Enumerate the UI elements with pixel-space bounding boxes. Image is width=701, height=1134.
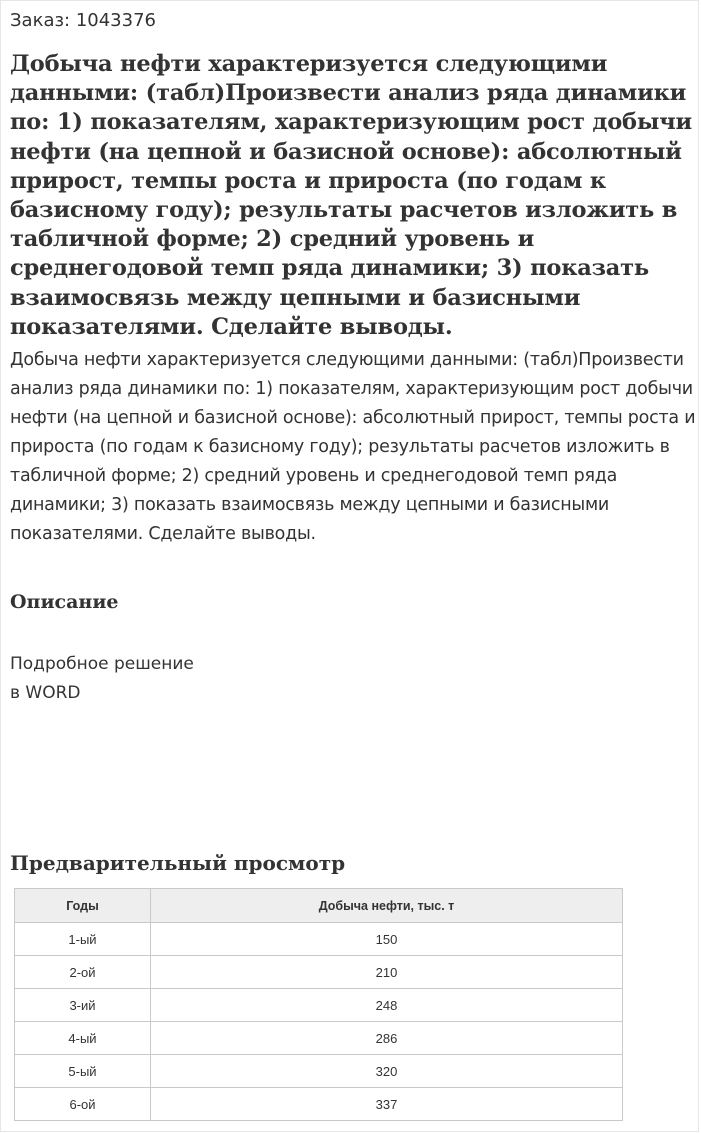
description-line: Подробное решение — [10, 654, 194, 674]
cell-year: 1-ый — [15, 923, 151, 956]
cell-year: 3-ий — [15, 989, 151, 1022]
description-heading: Описание — [10, 591, 119, 613]
table-row — [15, 923, 623, 956]
table-row — [15, 1022, 623, 1055]
preview-heading: Предварительный просмотр — [10, 851, 346, 875]
cell-value: 150 — [151, 923, 623, 956]
cell-year: 6-ой — [15, 1088, 151, 1121]
cell-year: 5-ый — [15, 1055, 151, 1088]
cell-value: 337 — [151, 1088, 623, 1121]
table-row — [15, 956, 623, 989]
table-header-row — [15, 889, 623, 923]
table-row — [15, 1055, 623, 1088]
description-line: в WORD — [10, 683, 81, 703]
order-number: Заказ: 1043376 — [10, 10, 156, 31]
task-text: Добыча нефти характеризуется следующими данными: (табл)Произвести анализ ряда динамики по: 1) показателям, характеризующим рост добычи нефти (на цепной и базисной основе): абсолютный прирост, темпы роста и прироста (по годам к базисному году); результаты расчетов изложить в табличной форме; 2) средний уровень и среднегодовой темп ряда динамики; 3) показать взаимосвязь между цепными и базисными показателями. Сделайте выводы. — [10, 350, 696, 544]
description-body — [10, 650, 194, 708]
table-row — [15, 989, 623, 1022]
cell-year: 4-ый — [15, 1022, 151, 1055]
column-header-oil-output: Добыча нефти, тыс. т — [151, 889, 623, 923]
cell-value: 320 — [151, 1055, 623, 1088]
cell-value: 248 — [151, 989, 623, 1022]
column-header-years: Годы — [15, 889, 151, 923]
table-row — [15, 1088, 623, 1121]
preview-table — [14, 888, 623, 1121]
cell-year: 2-ой — [15, 956, 151, 989]
cell-value: 286 — [151, 1022, 623, 1055]
cell-value: 210 — [151, 956, 623, 989]
task-title: Добыча нефти характеризуется следующими данными: (табл)Произвести анализ ряда динамики по: 1) показателям, характеризующим рост добычи нефти (на цепной и базисной основе): абсолютный прирост, темпы роста и прироста (по годам к базисному году); результаты расчетов изложить в табличной форме; 2) средний уровень и среднегодовой темп ряда динамики; 3) показать взаимосвязь между цепными и базисными показателями. Сделайте выводы. — [10, 51, 692, 340]
